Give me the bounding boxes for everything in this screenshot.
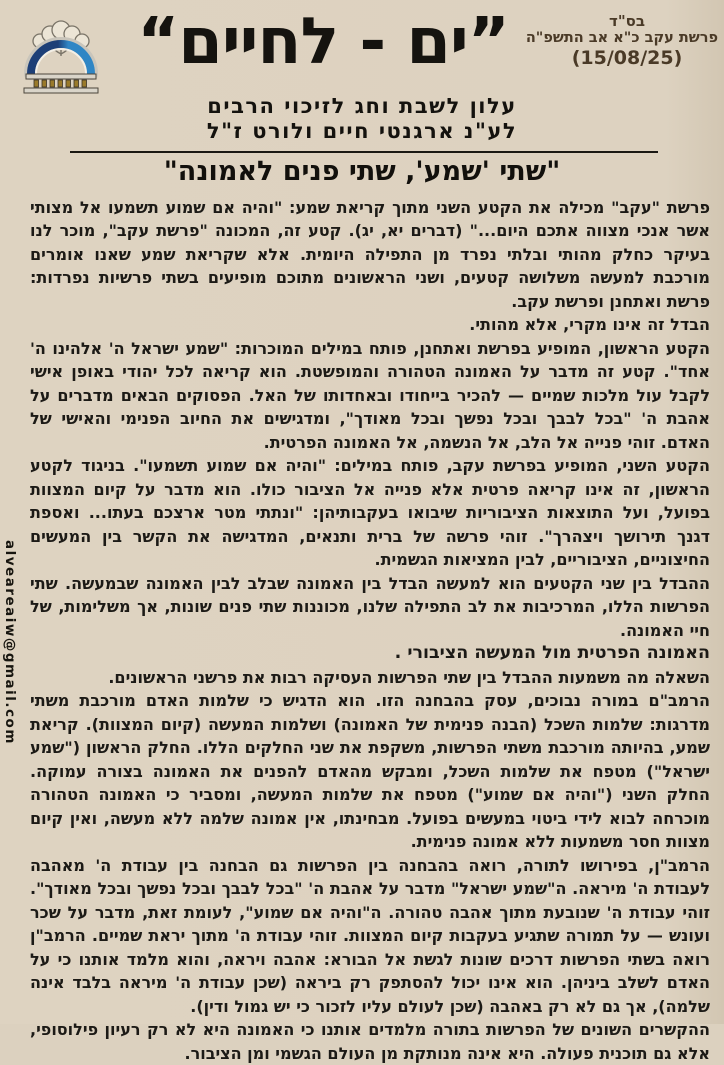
subtitle-line-1: עלון לשבת וחג לזיכוי הרבים (207, 94, 517, 118)
parsha-date-line: פרשת עקב כ"א אב התשפ"ה (525, 30, 718, 46)
article-paragraph: ההבדל בין שני הקטעים הוא למעשה הבדל בין האמונה שבלב לבין האמונה שבמעשה. שתי הפרשות הללו, המרכיבות את לב התפילה שלנו, מכוננות שתי פנים שונות, אך משלימות, של חיי האמונה. (30, 573, 710, 640)
title-area (110, 5, 536, 79)
article-paragraph: השאלה מה משמעות ההבדל בין שתי הפרשות העסיקה רבות את פרשני הראשונים. (108, 667, 710, 687)
article-paragraph: הרמב"ן, בפירושו לתורה, רואה בהבחנה בין הפרשות גם הבחנה בין עבודת ה' מאהבה לעבודת ה' מיראה. ה"שמע ישראל" מדבר על אהבת ה' "בכל לבבך ובכל נפשך ובכל מאודך". זוהי עבודת ה' שנובעת מתוך אהבה טהורה. ה"והיה אם שמוע", לעומת זאת, מדבר על שכר ועונש — על תמורה שתגיע בעקבות קיום המצוות. זוהי עבודת ה' מתוך יראת שמיים. הרמב"ן רואה בשתי הפרשות דרכים שונות לגשת אל הבורא: אהבה ויראה, והוא מלמד אותנו כי על האדם לשלב ביניהן. הוא אינו יכול להסתפק רק ביראה (שכן עבודת ה' מיראה בלבד אינה שלמה), אך גם לא רק באהבה (שכן לעולם עליו לזכור כי יש גמול ודין). (30, 855, 710, 1016)
article-body (30, 196, 710, 1065)
subtitle-line-2: לע"נ ארגנטי חיים ולורט ז"ל (206, 118, 518, 143)
header-divider (70, 151, 658, 153)
gregorian-date: (15/08/25) (571, 47, 683, 69)
bsd-label: בס"ד (609, 12, 645, 30)
article-paragraph: הבדל זה אינו מקרי, אלא מהותי. (469, 315, 710, 335)
dome-building-with-tree-icon (14, 12, 108, 106)
article-paragraph: פרשת "עקב" מכילה את הקטע השני מתוך קריאת שמע: "והיה אם שמוע תשמעו אל מצותי אשר אנכי מצווה אתכם היום..." (דברים יא, יג). קטע זה, המכונה "פרשת עקב", מוכר לנו בעיקר כחלק מהותי ובלתי נפרד מן התפילה היומית. אלא שקריאת שמע שאנו אומרים מורכבת למעשה משלושה קטעים, ושני הראשונים מתוכם מופיעים בשתי פרשיות נפרדות: פרשת ואתחנן ופרשת עקב. (30, 197, 710, 311)
article-paragraph: הקטע הראשון, המופיע בפרשת ואתחנן, פותח במילים המוכרות: "שמע ישראל ה' אלהינו ה' אחד". קטע זה מדבר על האמונה הטהורה והמופשטת. הוא קריאה לכל יהודי באופן אישי לקבל עול מלכות שמיים — להכיר בייחודו ובאחדותו של האל. הפסוקים הבאים מדברים על אהבת ה' "בכל לבבך ובכל נפשך ובכל מאודך", ומדגישים את החיוב הפנימי והאישי של האדם. זוהי פנייה אל הלב, אל הנשמה, אל האמונה הפרטית. (30, 338, 710, 452)
article-paragraph: הרמב"ם במורה נבוכים, עסק בהבחנה הזו. הוא הדגיש כי שלמות האדם מורכבת משתי מדרגות: שלמות השכל (הבנה פנימית של האמונה) ושלמות המעשה (קיום המצוות). קריאת שמע, בהיותה מורכבת משתי הפרשות, משקפת את שני החלקים הללו. החלק הראשון ("שמע ישראל") מטפח את שלמות השכל, ומבקש מהאדם להפנים את האמונה בצורה עמוקה. החלק השני ("והיה אם שמוע") מטפח את שלמות המעשה, ומסביר כי האמונה הטהורה מוכרחה לבוא לידי ביטוי במעשים בפועל. מבחינתו, אין אמונה שלמה ללא מעשה, ואין קיום מצוות חסר משמעות ללא אמונה פנימית. (30, 691, 710, 852)
article-paragraph: ההקשרים השונים של הפרשות בתורה מלמדים אותנו כי האמונה היא לא רק רעיון פילוסופי, אלא גם תוכנית פעולה. היא אינה מנותקת מן העולם הגשמי ומן הציבור. (30, 1020, 710, 1063)
newsletter-title: ”ים - לחיים“ (137, 5, 509, 79)
contact-email: alveareaiw@gmail.com (2, 540, 18, 745)
header-date-block (525, 8, 718, 69)
article-heading: "שתי 'שמע', שתי פנים לאמונה" (163, 155, 561, 187)
newsletter-logo (14, 8, 110, 110)
section-subheading: האמונה הפרטית מול המעשה הציבורי . (394, 643, 710, 664)
article-paragraph: הקטע השני, המופיע בפרשת עקב, פותח במילים: "והיה אם שמוע תשמעו". בניגוד לקטע הראשון, זה אינו קריאה פרטית אלא פנייה אל הציבור כולו. הוא מדבר על קיום המצוות בפועל, ועל התוצאות הציבוריות שיבואו בעקבותיהן: "ונתתי מטר ארצכם בעתו... ואספת דגנך תירושך ויצהרך". זוהי פרשה של ברית ותנאים, המדגישה את הקשר בין המעשים החיצוניים, הציבוריים, לבין המציאות הגשמית. (30, 456, 710, 570)
